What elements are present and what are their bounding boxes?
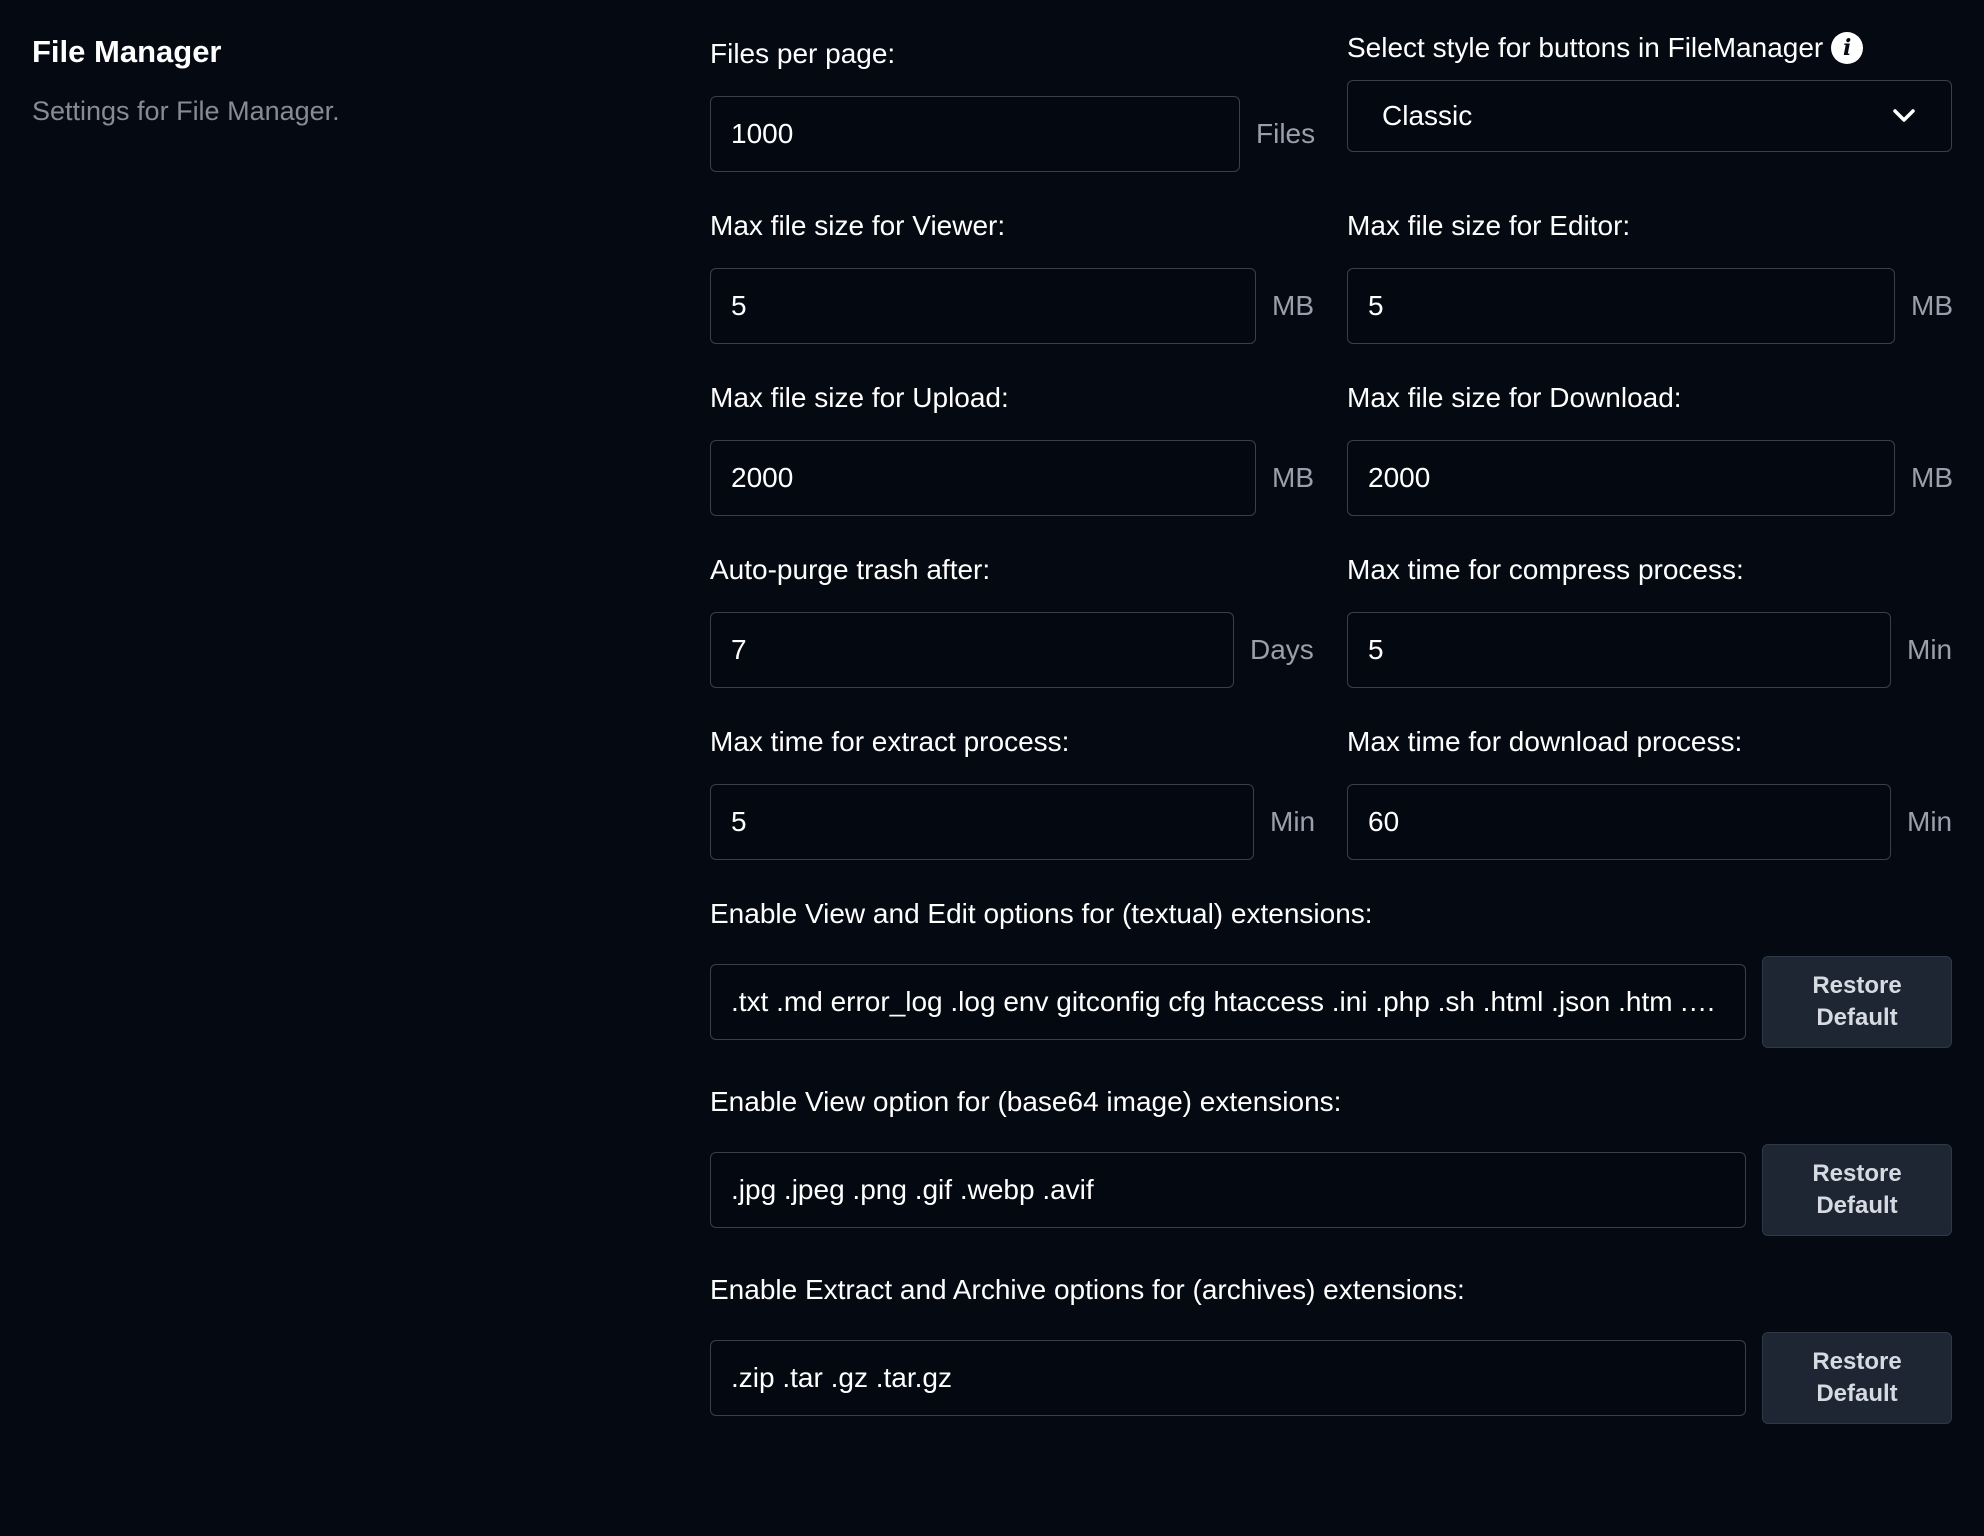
restore-default-archive-ext-button[interactable]	[1762, 1332, 1952, 1424]
archive-ext-label: Enable Extract and Archive options for (archives) extensions:	[710, 1274, 1465, 1305]
archive-ext-row	[710, 1340, 1746, 1416]
auto-purge-input[interactable]	[710, 612, 1234, 688]
max-upload-field	[710, 382, 1009, 414]
download-time-row	[1347, 784, 1952, 860]
restore-default-label: Restore Default	[1812, 972, 1902, 1031]
max-viewer-label: Max file size for Viewer:	[710, 210, 1006, 241]
info-icon[interactable]: i	[1831, 32, 1863, 64]
max-viewer-row	[710, 268, 1314, 344]
extract-time-unit: Min	[1270, 806, 1316, 837]
archive-ext-field	[710, 1274, 1465, 1306]
image-ext-field	[710, 1086, 1341, 1118]
chevron-down-icon	[1891, 103, 1917, 129]
section-title: File Manager	[32, 34, 222, 69]
max-upload-row	[710, 440, 1314, 516]
compress-time-label: Max time for compress process:	[1347, 554, 1744, 585]
auto-purge-unit: Days	[1250, 634, 1314, 665]
auto-purge-field	[710, 554, 990, 586]
text-ext-field	[710, 898, 1373, 930]
button-style-select[interactable]	[1347, 80, 1952, 152]
compress-time-field	[1347, 554, 1744, 586]
compress-time-input[interactable]	[1347, 612, 1891, 688]
max-upload-label: Max file size for Upload:	[710, 382, 1009, 413]
button-style-field	[1347, 32, 1863, 64]
max-download-input[interactable]	[1347, 440, 1895, 516]
max-viewer-unit: MB	[1272, 290, 1314, 321]
max-upload-input[interactable]	[710, 440, 1256, 516]
section-description: Settings for File Manager.	[32, 96, 340, 126]
compress-time-unit: Min	[1907, 634, 1953, 665]
max-download-unit: MB	[1911, 462, 1953, 493]
compress-time-row	[1347, 612, 1952, 688]
extract-time-row	[710, 784, 1315, 860]
download-time-field	[1347, 726, 1742, 758]
button-style-selected-value: Classic	[1382, 100, 1473, 131]
text-ext-input[interactable]	[710, 964, 1746, 1040]
button-style-label: Select style for buttons in FileManager	[1347, 32, 1824, 63]
max-download-row	[1347, 440, 1953, 516]
image-ext-input[interactable]	[710, 1152, 1746, 1228]
download-time-unit: Min	[1907, 806, 1953, 837]
extract-time-label: Max time for extract process:	[710, 726, 1070, 757]
files-per-page-unit: Files	[1256, 118, 1316, 149]
restore-default-text-ext-button[interactable]	[1762, 956, 1952, 1048]
extract-time-input[interactable]	[710, 784, 1254, 860]
download-time-input[interactable]	[1347, 784, 1891, 860]
download-time-label: Max time for download process:	[1347, 726, 1743, 757]
auto-purge-row	[710, 612, 1314, 688]
extract-time-field	[710, 726, 1069, 758]
image-ext-row	[710, 1152, 1746, 1228]
max-viewer-input[interactable]	[710, 268, 1256, 344]
files-per-page-input[interactable]	[710, 96, 1240, 172]
files-per-page-label: Files per page:	[710, 38, 896, 69]
max-editor-field	[1347, 210, 1630, 242]
max-editor-unit: MB	[1911, 290, 1953, 321]
restore-default-label: Restore Default	[1812, 1160, 1902, 1219]
restore-default-image-ext-button[interactable]	[1762, 1144, 1952, 1236]
archive-ext-input[interactable]	[710, 1340, 1746, 1416]
max-upload-unit: MB	[1272, 462, 1314, 493]
image-ext-label: Enable View option for (base64 image) extensions:	[710, 1086, 1342, 1117]
files-per-page-field	[710, 38, 895, 70]
text-ext-label: Enable View and Edit options for (textual) extensions:	[710, 898, 1373, 929]
max-download-field	[1347, 382, 1682, 414]
text-ext-row	[710, 964, 1746, 1040]
restore-default-label: Restore Default	[1812, 1348, 1902, 1407]
button-style-label-wrap	[1347, 32, 1863, 64]
max-editor-row	[1347, 268, 1953, 344]
max-editor-label: Max file size for Editor:	[1347, 210, 1631, 241]
max-viewer-field	[710, 210, 1005, 242]
auto-purge-label: Auto-purge trash after:	[710, 554, 991, 585]
max-editor-input[interactable]	[1347, 268, 1895, 344]
files-per-page-row	[710, 96, 1315, 172]
max-download-label: Max file size for Download:	[1347, 382, 1682, 413]
